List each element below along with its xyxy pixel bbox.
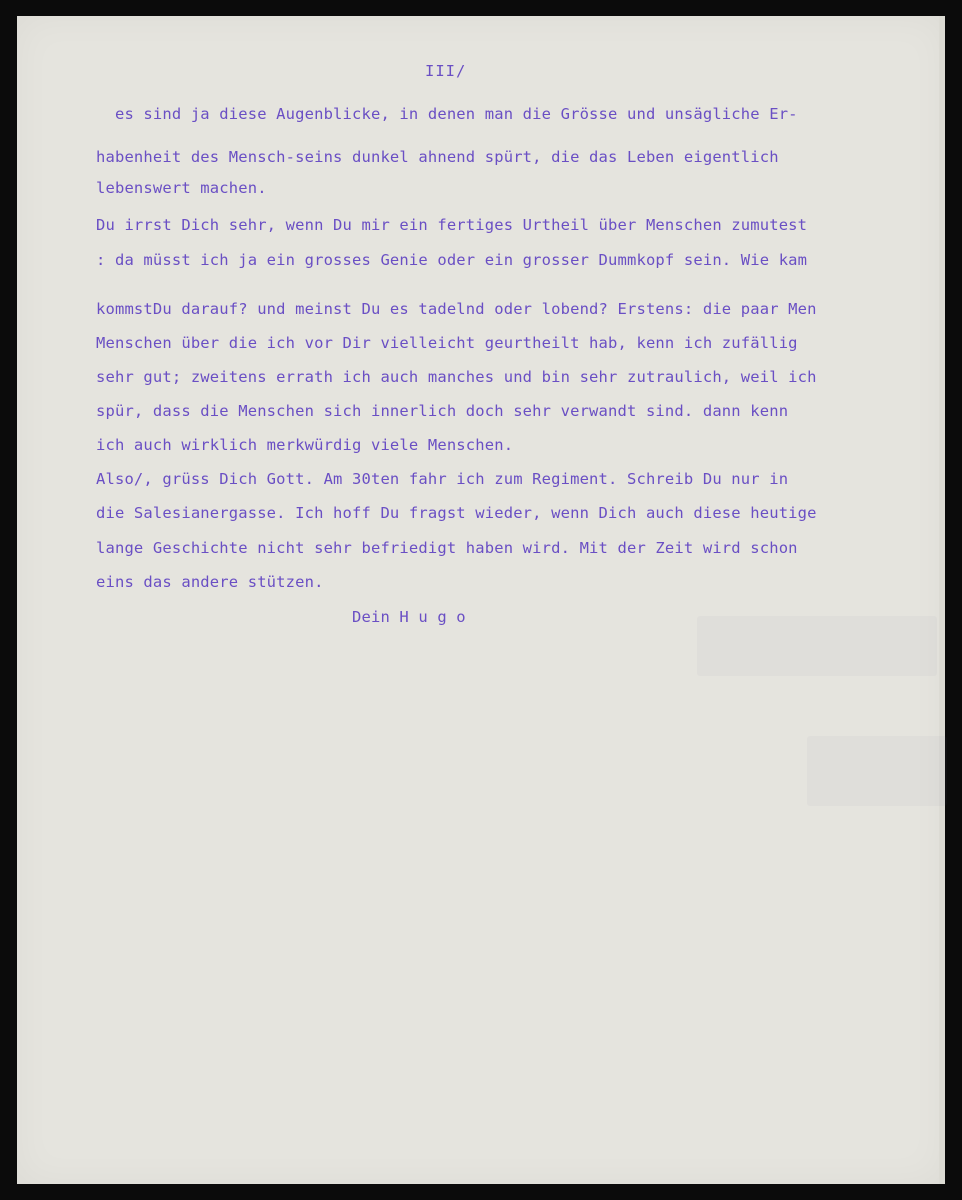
paper-edge (939, 16, 945, 1184)
signature: Dein H u g o (352, 608, 466, 626)
letter-line: lange Geschichte nicht sehr befriedigt haben wird. Mit der Zeit wird schon (96, 539, 798, 557)
letter-line: sehr gut; zweitens errath ich auch manches und bin sehr zutraulich, weil ich (96, 368, 817, 386)
letter-line: Menschen über die ich vor Dir vielleicht geurtheilt hab, kenn ich zufällig (96, 334, 798, 352)
letter-line: ich auch wirklich merkwürdig viele Menschen. (96, 436, 514, 454)
letter-line: Du irrst Dich sehr, wenn Du mir ein fertiges Urtheil über Menschen zumutest (96, 216, 808, 234)
letter-line: Also/, grüss Dich Gott. Am 30ten fahr ich zum Regiment. Schreib Du nur in (96, 470, 789, 488)
letter-line: die Salesianergasse. Ich hoff Du fragst wieder, wenn Dich auch diese heutige (96, 504, 817, 522)
letter-line: kommstDu darauf? und meinst Du es tadelnd oder lobend? Erstens: die paar Men (96, 300, 817, 318)
letter-page (17, 16, 945, 1184)
letter-line: eins das andere stützen. (96, 573, 324, 591)
letter-line: habenheit des Mensch-seins dunkel ahnend spürt, die das Leben eigentlich (96, 148, 779, 166)
letter-line: lebenswert machen. (96, 179, 267, 197)
letter-line: spür, dass die Menschen sich innerlich doch sehr verwandt sind. dann kenn (96, 402, 789, 420)
letter-line: : da müsst ich ja ein grosses Genie oder ein grosser Dummkopf sein. Wie kam (96, 251, 808, 269)
show-through-mark (697, 616, 937, 676)
show-through-mark (807, 736, 947, 806)
page-number: III/ (425, 62, 467, 80)
letter-line: es sind ja diese Augenblicke, in denen man die Grösse und unsägliche Er- (96, 105, 798, 123)
